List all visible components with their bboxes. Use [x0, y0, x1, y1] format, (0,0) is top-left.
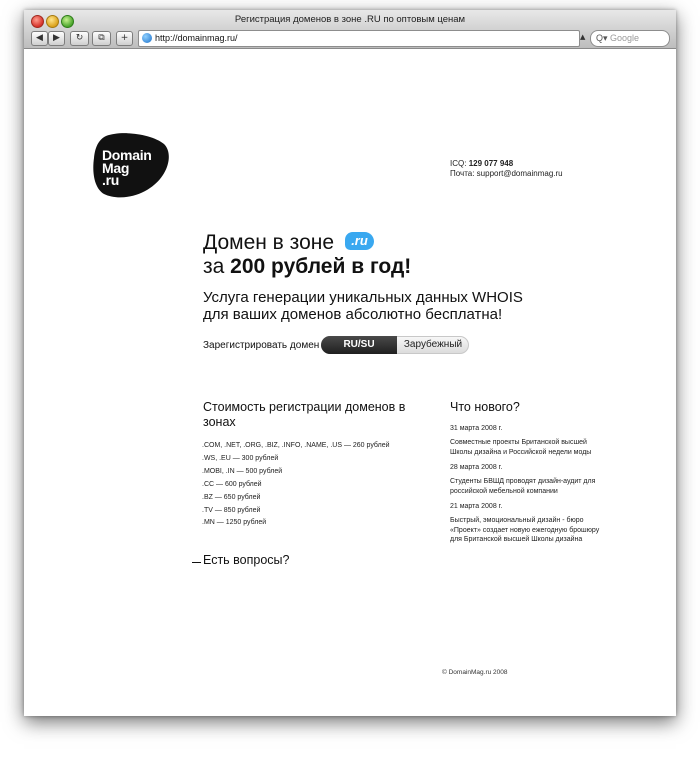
- logo-line-domain: Domain: [102, 147, 152, 163]
- browser-toolbar: [24, 10, 676, 49]
- pricing-item: .CC — 600 рублей: [202, 480, 262, 488]
- news-date: 28 марта 2008 г.: [450, 464, 503, 471]
- news-item: [450, 463, 602, 496]
- footer-copyright: © DomainMag.ru 2008: [442, 669, 508, 676]
- hero-headline-line2: [203, 255, 411, 279]
- reload-button[interactable]: ↻: [70, 31, 89, 46]
- forward-button[interactable]: ▶: [48, 31, 65, 46]
- icq-label: ICQ:: [450, 159, 467, 168]
- pricing-item: .COM, .NET, .ORG, .BIZ, .INFO, .NAME, .US — 260 рублей: [202, 442, 390, 449]
- news-item: [450, 424, 602, 457]
- hero-price: 200 рублей в год!: [230, 255, 412, 278]
- icq-value: 129 077 948: [468, 159, 514, 168]
- news-date: 31 марта 2008 г.: [450, 425, 503, 432]
- back-button[interactable]: ◀: [31, 31, 48, 46]
- bookmarks-button[interactable]: ⧉: [92, 31, 111, 46]
- hero-subtitle: [203, 289, 523, 323]
- pricing-item: .BZ — 650 рублей: [202, 493, 261, 501]
- window-title: Регистрация доменов в зоне .RU по оптовым ценам: [234, 14, 466, 25]
- logo-line-ru: .ru: [102, 172, 119, 188]
- search-icon: Q▾: [596, 33, 608, 43]
- register-label: Зарегистрировать домен: [203, 340, 320, 351]
- hero-subtitle-line2: для ваших доменов абсолютно бесплатна!: [203, 306, 503, 323]
- pricing-item: .WS, .EU — 300 рублей: [202, 454, 279, 462]
- globe-icon: [142, 33, 152, 43]
- contact-info: [450, 159, 563, 179]
- hero-headline-line1: Домен в зоне: [203, 231, 335, 254]
- logo-text: [102, 149, 152, 187]
- address-bar[interactable]: [138, 30, 580, 47]
- pricing-item: .MN — 1250 рублей: [202, 519, 267, 527]
- pricing-list: [202, 440, 390, 530]
- news-date: 21 марта 2008 г.: [450, 503, 503, 510]
- pricing-title: Стоимость регистрации доменов в зонах: [203, 400, 406, 429]
- add-bookmark-button[interactable]: +: [116, 31, 133, 46]
- domain-type-ru-su[interactable]: RU/SU: [321, 336, 397, 354]
- mail-link[interactable]: support@domainmag.ru: [476, 169, 563, 178]
- news-link[interactable]: Студенты БВШД проводят дизайн-аудит для российской мебельной компании: [450, 478, 596, 495]
- address-dropdown-icon[interactable]: ▲: [580, 33, 586, 41]
- news-link[interactable]: Быстрый, эмоциональный дизайн - бюро «Проект» создает новую ежегодную брошюру для Британской высшей Школы дизайна: [450, 517, 600, 543]
- browser-window: [24, 10, 676, 716]
- hero-prefix: за: [203, 255, 225, 278]
- address-value: http://domainmag.ru/: [155, 33, 238, 43]
- news-list: [450, 424, 602, 551]
- hero-subtitle-line1: Услуга генерации уникальных данных WHOIS: [203, 289, 523, 306]
- logo-line-mag: Mag: [102, 159, 130, 176]
- pricing-item: .MOBI, .IN — 500 рублей: [202, 467, 283, 475]
- pricing-item: .TV — 850 рублей: [202, 506, 261, 514]
- news-item: [450, 502, 602, 545]
- search-field[interactable]: [590, 30, 670, 47]
- domain-type-foreign[interactable]: Зарубежный: [403, 339, 463, 350]
- faq-dash: [192, 562, 201, 563]
- ru-badge: .ru: [345, 232, 374, 250]
- mail-label: Почта:: [450, 169, 475, 178]
- news-title: Что нового?: [450, 400, 520, 414]
- faq-link[interactable]: Есть вопросы?: [203, 553, 290, 567]
- search-placeholder: Google: [610, 33, 640, 43]
- news-link[interactable]: Совместные проекты Британской высшей Школы дизайна и Российской недели моды: [450, 439, 592, 456]
